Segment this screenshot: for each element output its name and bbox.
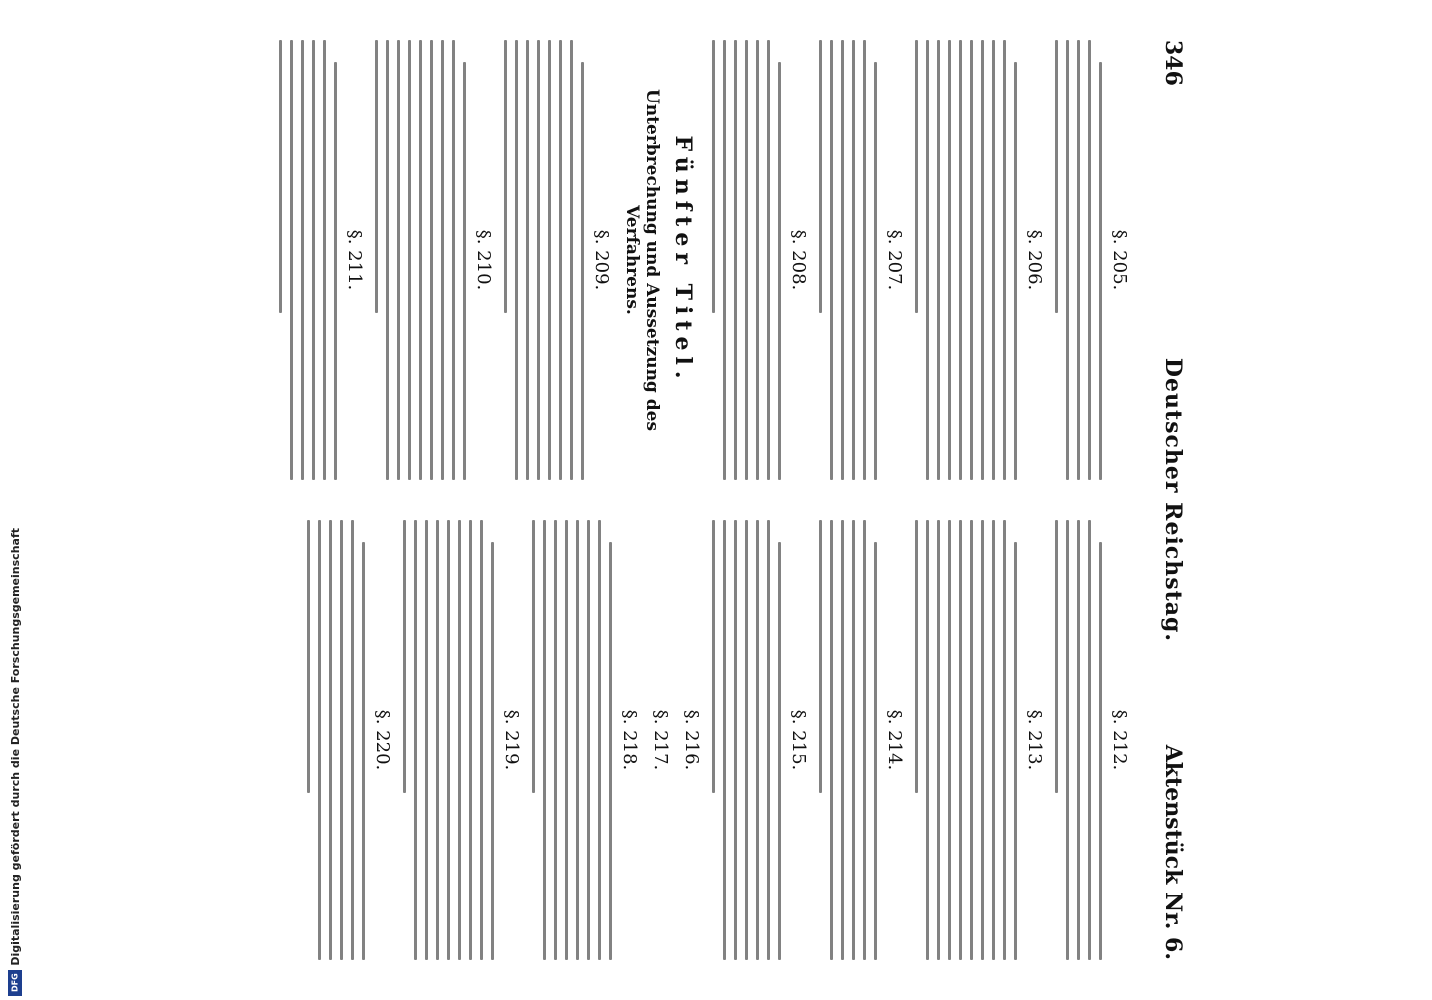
text-line: [565, 520, 568, 960]
text-line: [970, 40, 973, 480]
paragraph-text-block: [1055, 40, 1102, 480]
text-line: [1003, 520, 1006, 960]
text-line: [463, 62, 466, 480]
text-line: [403, 520, 406, 793]
text-line: [480, 520, 483, 960]
section-heading: §. 213.: [1024, 709, 1045, 771]
text-line: [587, 520, 590, 960]
section-heading: §. 205.: [1109, 229, 1130, 291]
text-line: [767, 40, 770, 480]
section-heading: §. 210.: [473, 229, 494, 291]
text-line: [745, 40, 748, 480]
text-line: [767, 520, 770, 960]
text-line: [323, 40, 326, 480]
text-line: [307, 520, 310, 793]
text-line: [852, 520, 855, 960]
paragraph-text-block: [504, 40, 584, 480]
text-line: [362, 542, 365, 960]
text-line: [504, 40, 507, 313]
text-line: [819, 40, 822, 313]
text-line: [491, 542, 494, 960]
page-number: 346: [1160, 40, 1186, 86]
text-line: [915, 520, 918, 793]
paragraph-text-block: [712, 40, 781, 480]
text-line: [734, 40, 737, 480]
text-line: [279, 40, 282, 313]
text-line: [375, 40, 378, 313]
section-heading: §. 216.: [681, 709, 702, 771]
section-heading: §. 219.: [501, 709, 522, 771]
text-line: [1066, 520, 1069, 960]
dfg-logo: DFG: [8, 970, 22, 996]
section-heading: §. 209.: [591, 229, 612, 291]
paragraph-text-block: [375, 40, 466, 480]
text-line: [926, 520, 929, 960]
text-line: [581, 62, 584, 480]
section-heading: §. 217.: [650, 709, 671, 771]
text-line: [1014, 542, 1017, 960]
paragraph-text-block: [1055, 520, 1102, 960]
text-line: [937, 40, 940, 480]
text-line: [723, 40, 726, 480]
text-line: [419, 40, 422, 480]
text-line: [425, 520, 428, 960]
text-line: [723, 520, 726, 960]
text-line: [301, 40, 304, 480]
text-line: [712, 520, 715, 793]
paragraph-text-block: [403, 520, 494, 960]
text-line: [841, 40, 844, 480]
text-line: [734, 520, 737, 960]
text-line: [532, 520, 535, 793]
text-line: [515, 40, 518, 480]
text-line: [458, 520, 461, 960]
page-header-part: Aktenstück Nr. 6.: [1160, 744, 1186, 960]
text-line: [386, 40, 389, 480]
text-line: [1055, 520, 1058, 793]
text-line: [318, 520, 321, 960]
text-line: [756, 40, 759, 480]
text-line: [548, 40, 551, 480]
paragraph-text-block: [532, 520, 612, 960]
paragraph-text-block: [279, 40, 337, 480]
paragraph-text-block: [819, 40, 877, 480]
text-line: [830, 520, 833, 960]
text-line: [712, 40, 715, 313]
text-line: [526, 40, 529, 480]
text-line: [1055, 40, 1058, 313]
section-heading: §. 214.: [884, 709, 905, 771]
text-line: [841, 520, 844, 960]
text-line: [436, 520, 439, 960]
text-line: [863, 520, 866, 960]
section-heading: §. 215.: [788, 709, 809, 771]
text-line: [926, 40, 929, 480]
text-line: [598, 520, 601, 960]
text-line: [537, 40, 540, 480]
text-line: [1003, 40, 1006, 480]
paragraph-text-block: [915, 40, 1017, 480]
text-line: [970, 520, 973, 960]
text-line: [778, 62, 781, 480]
section-heading: §. 208.: [788, 229, 809, 291]
section-heading: §. 206.: [1024, 229, 1045, 291]
text-line: [1099, 542, 1102, 960]
text-line: [334, 62, 337, 480]
section-heading: Fünfter Titel.: [670, 135, 696, 385]
section-heading: §. 220.: [372, 709, 393, 771]
text-line: [819, 520, 822, 793]
text-line: [351, 520, 354, 960]
credit-text: Digitalisierung gefördert durch die Deutsche Forschungsgemeinschaft: [8, 528, 22, 966]
text-line: [948, 520, 951, 960]
text-line: [430, 40, 433, 480]
text-line: [1099, 62, 1102, 480]
text-line: [745, 520, 748, 960]
section-heading: §. 212.: [1109, 709, 1130, 771]
text-line: [1077, 520, 1080, 960]
text-line: [397, 40, 400, 480]
section-heading: §. 218.: [619, 709, 640, 771]
paragraph-text-block: [915, 520, 1017, 960]
text-line: [874, 62, 877, 480]
right-column: [40, 520, 1140, 960]
text-line: [554, 520, 557, 960]
text-line: [830, 40, 833, 480]
text-line: [340, 520, 343, 960]
section-heading: §. 211.: [344, 229, 365, 291]
text-line: [948, 40, 951, 480]
text-line: [778, 542, 781, 960]
text-line: [852, 40, 855, 480]
text-line: [290, 40, 293, 480]
text-line: [874, 542, 877, 960]
paragraph-text-block: [307, 520, 365, 960]
text-line: [543, 520, 546, 960]
text-line: [609, 542, 612, 960]
digitization-credit: [2, 0, 28, 1000]
page-header-title: Deutscher Reichstag.: [1160, 357, 1186, 643]
text-line: [981, 40, 984, 480]
text-line: [559, 40, 562, 480]
text-line: [992, 520, 995, 960]
text-line: [414, 520, 417, 960]
text-line: [441, 40, 444, 480]
text-line: [469, 520, 472, 960]
text-line: [576, 520, 579, 960]
text-line: [1014, 62, 1017, 480]
text-line: [408, 40, 411, 480]
text-line: [1077, 40, 1080, 480]
paragraph-text-block: [712, 520, 781, 960]
text-line: [981, 520, 984, 960]
text-line: [329, 520, 332, 960]
text-line: [1066, 40, 1069, 480]
text-line: [863, 40, 866, 480]
text-line: [570, 40, 573, 480]
text-line: [959, 40, 962, 480]
text-line: [937, 520, 940, 960]
text-line: [447, 520, 450, 960]
text-line: [1088, 40, 1091, 480]
text-line: [756, 520, 759, 960]
paragraph-text-block: [819, 520, 877, 960]
text-line: [959, 520, 962, 960]
text-line: [312, 40, 315, 480]
left-column: [40, 40, 1140, 480]
text-line: [452, 40, 455, 480]
text-line: [1088, 520, 1091, 960]
section-heading: §. 207.: [884, 229, 905, 291]
text-line: [992, 40, 995, 480]
section-heading: Unterbrechung und Aussetzung des Verfahrens.: [622, 88, 662, 432]
text-line: [915, 40, 918, 313]
